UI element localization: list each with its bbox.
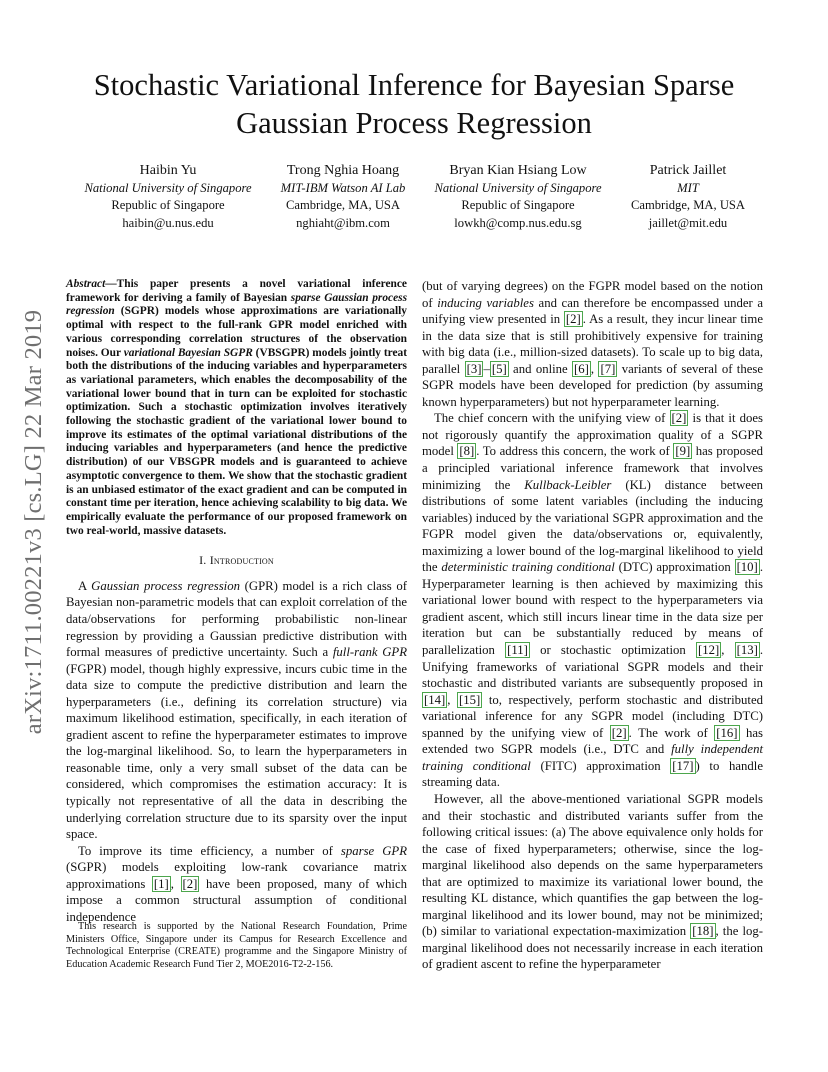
abstract-label: Abstract bbox=[66, 278, 106, 290]
paragraph-text: However, all the above-mentioned variational SGPR models and their stochastic and distributed variants suffer from the following critical issues: (a) The above equivalence only holds for the case of fixed hyperparameters; otherwise, since the log-marginal likelihood also depends on the same hyperparameters that are optimized to maximize its variational lower bound, the resulting KL distance, which quantifies the gap between the log-marginal likelihood and its lower bound, may not be minimized; (b) similar to variational expectation-maximization bbox=[422, 791, 763, 939]
paragraph-text: or stochastic optimization bbox=[529, 643, 696, 658]
paragraph-text: , bbox=[170, 876, 181, 891]
paragraph-text: have been proposed, many of which impose a common structural assumption of conditional independence bbox=[66, 876, 407, 924]
author-1 bbox=[78, 162, 258, 232]
section-title: Introduction bbox=[209, 553, 274, 568]
abstract-emphasis: sparse Gaussian process regression bbox=[66, 291, 407, 318]
author-email[interactable]: nghiaht@ibm.com bbox=[296, 215, 390, 230]
abstract bbox=[66, 278, 407, 538]
paragraph-emphasis: Gaussian process regression bbox=[91, 578, 240, 593]
author-location: Cambridge, MA, USA bbox=[630, 198, 746, 212]
paragraph-text: . Hyperparameter learning is then achieved by maximizing this variational lower bound with respect to the hyperparameters via gradient ascent, which still incurs linear time in the data size per iteration but can be substantially reduced by means of parallelization bbox=[422, 560, 763, 658]
paragraph-emphasis: full-rank GPR bbox=[332, 645, 408, 660]
paragraph-text: , bbox=[590, 361, 599, 376]
author-affiliation: National University of Singapore bbox=[434, 180, 602, 195]
paragraph-text: has extended two SGPR models (i.e., DTC and bbox=[422, 725, 764, 757]
paragraph-text: A bbox=[78, 578, 92, 593]
author-2 bbox=[268, 162, 418, 232]
paragraph-text: The chief concern with the unifying view of bbox=[434, 411, 670, 426]
paragraph-text: (KL) distance between distributions of some latent variables (including the inducing variables) induced by the variational SGPR approximation and the FGPR model given the data/observations or, equivalently, maximizing a lower bound of the log-marginal likelihood to yield the bbox=[422, 477, 763, 575]
author-name: Bryan Kian Hsiang Low bbox=[449, 163, 587, 178]
author-block bbox=[78, 162, 768, 234]
citation-link[interactable]: [8] bbox=[459, 444, 475, 459]
funding-footnote bbox=[66, 921, 407, 971]
section-number: I. bbox=[199, 553, 207, 568]
citation-link[interactable]: [10] bbox=[736, 560, 758, 575]
right-paragraph-3 bbox=[422, 791, 763, 973]
citation-link[interactable]: [6] bbox=[574, 361, 589, 376]
citation-link[interactable]: [2] bbox=[182, 876, 198, 891]
right-column bbox=[422, 278, 763, 973]
paragraph-emphasis: deterministic training conditional bbox=[441, 560, 615, 575]
author-location: Cambridge, MA, USA bbox=[285, 198, 401, 212]
paragraph-text: (DTC) approximation bbox=[614, 560, 735, 575]
paragraph-text: . As a result, they incur linear time in the data size that is still prohibitively expensive for training with big data (i.e., million-sized datasets). To scale up to big data, parallel bbox=[422, 312, 763, 376]
author-location: Republic of Singapore bbox=[111, 198, 225, 212]
paragraph-text: (but of varying degrees) on the FGPR model based on the notion of bbox=[422, 279, 763, 310]
citation-link[interactable]: [9] bbox=[675, 444, 691, 459]
author-email[interactable]: lowkh@comp.nus.edu.sg bbox=[454, 215, 582, 230]
author-affiliation: National University of Singapore bbox=[84, 180, 252, 195]
right-paragraph-1 bbox=[422, 278, 763, 410]
intro-paragraph-1 bbox=[66, 578, 407, 843]
abstract-text: (VBSGPR) models jointly treat both the distributions of the inducing variables and hyperparameters as variational parameters, which enables the decomposability of the variational lower bound that in turn can be exploited for stochastic optimization. Such a stochastic optimization involves iteratively following the stochastic gradient of the variational lower bound to improve its estimates of the optimal variational distributions of the inducing variables and hyperparameters (and hence the predictive distribution) of our VBSGPR models and is guaranteed to achieve asymptotic convergence to them. We show that the stochastic gradient is an unbiased estimator of the exact gradient and can be computed in constant time per iteration, hence achieving scalability to big data. We empirically evaluate the performance of our proposed framework on two real-world, massive datasets. bbox=[66, 346, 408, 537]
paragraph-text: (FGPR) model, though highly expressive, incurs cubic time in the data size to compute the predictive distribution and learn the hyperparameters (i.e., defining its correlation structure) via maximum likelihood estimation, specifically, in each iteration of gradient ascent to refine the hyperparameter estimates to improve the log-marginal likelihood. So, to learn the hyperparameters in reasonable time, only a very small subset of the data can be considered, which compromises the estimation accuracy: It is typically not representative of all the data in describing the underlying correlation structure due to its sparsity over the input space. bbox=[66, 661, 407, 842]
paragraph-text: variants of several of these SGPR models have been developed for prediction (by assuming known hyperparameters) but not hyperparameter learning. bbox=[422, 361, 764, 409]
author-location: Republic of Singapore bbox=[461, 198, 575, 212]
paragraph-text: , bbox=[721, 643, 735, 658]
author-affiliation: MIT bbox=[677, 180, 699, 195]
citation-link[interactable]: [7] bbox=[600, 361, 616, 376]
citation-link[interactable]: [2] bbox=[611, 725, 627, 740]
paragraph-text: ) to handle streaming data. bbox=[422, 758, 763, 790]
abstract-text: (SGPR) models whose approximations are variationally optimal with respect to the full-rank GPR model enriched with various corresponding correlation structures of the observation noises. Our bbox=[66, 305, 407, 359]
citation-link[interactable]: [11] bbox=[507, 643, 528, 658]
citation-link[interactable]: [18] bbox=[692, 924, 714, 939]
citation-link[interactable]: [15] bbox=[459, 692, 481, 707]
author-name: Trong Nghia Hoang bbox=[286, 163, 400, 178]
paragraph-emphasis: fully independent training conditional bbox=[422, 742, 763, 773]
citation-link[interactable]: [1] bbox=[153, 876, 169, 891]
paragraph-text: (GPR) model is a rich class of Bayesian non-parametric models that can exploit correlation of the data/observations for performing probabilistic non-linear regression by providing a Gaussian predictive distribution with formal measures of predictive uncertainty. Such a bbox=[66, 578, 408, 660]
citation-link[interactable]: [3] bbox=[466, 361, 482, 376]
author-affiliation: MIT-IBM Watson AI Lab bbox=[280, 180, 406, 195]
right-paragraph-2 bbox=[422, 410, 763, 791]
author-4 bbox=[618, 162, 758, 232]
citation-link[interactable]: [12] bbox=[697, 643, 720, 658]
paragraph-text: , bbox=[447, 692, 458, 707]
paragraph-emphasis: sparse GPR bbox=[340, 843, 407, 858]
citation-link[interactable]: [14] bbox=[424, 692, 446, 707]
paragraph-text: and can therefore be encompassed under a unifying view presented in bbox=[422, 295, 763, 327]
citation-link[interactable]: [16] bbox=[716, 725, 738, 740]
author-3 bbox=[428, 162, 608, 232]
arxiv-identifier: arXiv:1711.00221v3 [cs.LG] 22 Mar 2019 bbox=[20, 309, 47, 735]
intro-paragraph-2 bbox=[66, 843, 407, 926]
paragraph-text: . To address this concern, the work of bbox=[476, 444, 674, 459]
citation-link[interactable]: [5] bbox=[491, 361, 507, 376]
paragraph-text: has proposed a principled variational inference framework that involves minimizing the bbox=[422, 444, 763, 492]
paragraph-text: To improve its time efficiency, a number of bbox=[78, 843, 341, 858]
citation-link[interactable]: [2] bbox=[565, 312, 581, 327]
abstract-emphasis: variational Bayesian SGPR bbox=[123, 346, 253, 359]
citation-link[interactable]: [2] bbox=[671, 411, 687, 426]
paragraph-text: (FITC) approximation bbox=[530, 758, 671, 773]
author-name: Patrick Jaillet bbox=[649, 163, 727, 178]
paragraph-text: and online bbox=[508, 361, 573, 376]
author-name: Haibin Yu bbox=[139, 163, 197, 178]
paragraph-text: , the log-marginal likelihood does not necessarily increase in each iteration of gradient ascent to refine the hyperparameter bbox=[422, 924, 763, 972]
author-email[interactable]: jaillet@mit.edu bbox=[648, 215, 728, 230]
citation-link[interactable]: [17] bbox=[672, 758, 694, 773]
paragraph-text: (SGPR) models exploiting low-rank covariance matrix approximations bbox=[66, 860, 407, 891]
paragraph-text: . Unifying frameworks of variational SGPR models and their stochastic and distributed variants are subsequently proposed in bbox=[422, 643, 764, 691]
paragraph-text: – bbox=[483, 361, 490, 376]
footnote-text: This research is supported by the National Research Foundation, Prime Ministers Office, Singapore under its Campus for Research Excellence and Technological Enterprise (CREATE) programme and the Singapore Ministry of Education Academic Research Fund Tier 2, MOE2016-T2-2-156. bbox=[66, 921, 407, 970]
arxiv-sidebar bbox=[20, 282, 48, 762]
citation-link[interactable]: [13] bbox=[736, 643, 758, 658]
paragraph-emphasis: Kullback-Leibler bbox=[524, 477, 612, 492]
section-heading-introduction bbox=[66, 552, 407, 569]
left-column bbox=[66, 278, 407, 925]
paragraph-emphasis: inducing variables bbox=[437, 295, 534, 310]
paper-title: Stochastic Variational Inference for Bayesian Sparse Gaussian Process Regression bbox=[93, 68, 735, 140]
paragraph-text: to, respectively, perform stochastic and distributed variational inference for any SGPR model (including DTC) spanned by the unifying view of bbox=[422, 692, 764, 740]
abstract-text: —This paper presents a novel variational inference framework for deriving a family of Bayesian bbox=[66, 278, 407, 304]
paragraph-text: is that it does not rigorously quantify the approximation quality of a SGPR model bbox=[422, 411, 763, 459]
author-email[interactable]: haibin@u.nus.edu bbox=[122, 215, 214, 230]
paragraph-text: . The work of bbox=[628, 725, 715, 740]
